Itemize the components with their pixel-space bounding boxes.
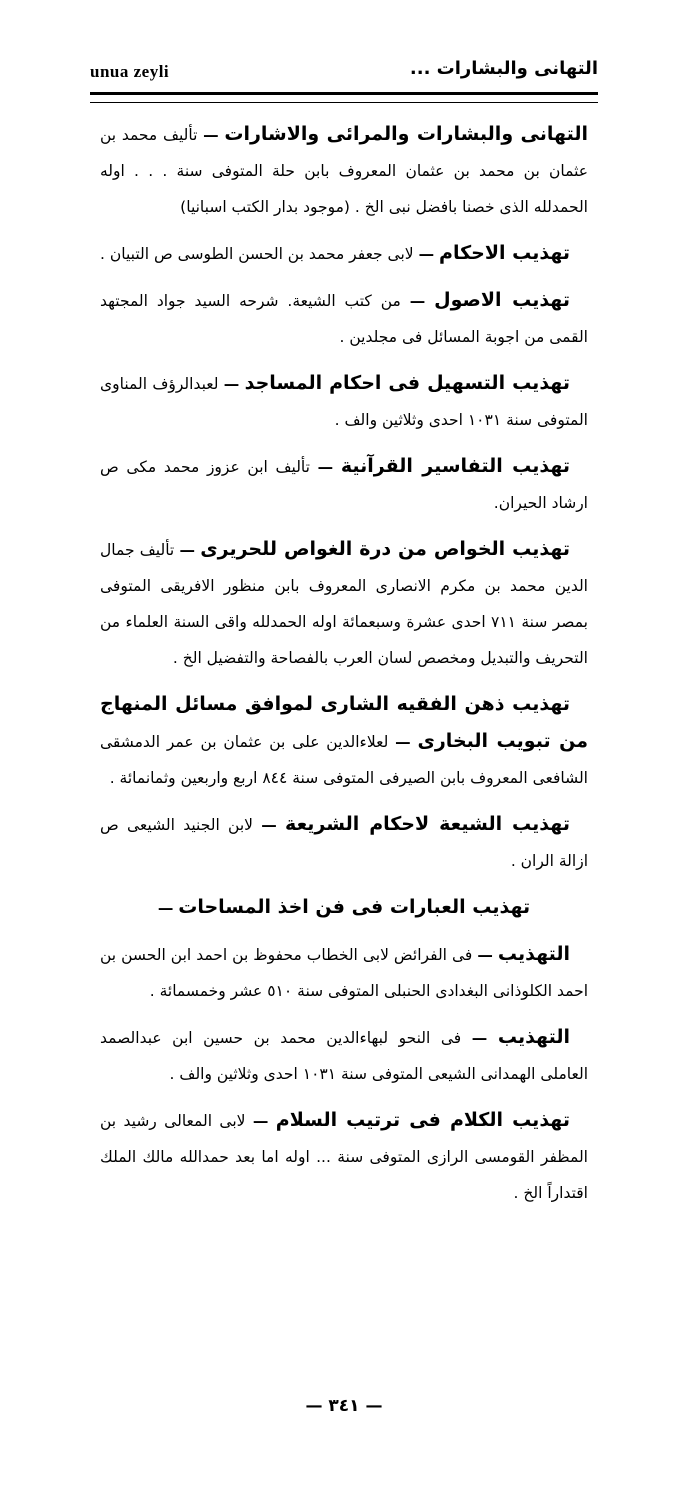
page-number: — ٣٤١ — [305, 1396, 383, 1416]
entry-dash: — [261, 816, 277, 834]
entry-title: تهذيب الخواص من درة الغواص للحريرى [200, 538, 570, 560]
header-rule [90, 92, 598, 103]
entry-title: تهذيب التسهيل فى احكام المساجد [244, 372, 570, 394]
entry-text: من كتب الشيعة. شرحه السيد جواد المجتهد القمى من اجوبة المسائل فى مجلدين . [100, 292, 588, 346]
entry-dash: — [157, 899, 174, 917]
header-right-text: التهانى والبشارات ... [409, 58, 598, 79]
entry-text: فى النحو لبهاءالدين محمد بن حسين ابن عبدالصمد العاملى الهمدانى الشيعى المتوفى سنة ١٠٣١ احدى وثلاثين والف . [100, 1029, 588, 1083]
entry [100, 365, 588, 438]
entry-dash: — [409, 292, 426, 310]
entry-title: تهذيب الاصول [434, 289, 570, 311]
entry [100, 686, 588, 796]
entry-title: تهذيب العبارات فى فن اخذ المساحات [178, 896, 531, 918]
entry-dash: — [203, 126, 219, 144]
entry [100, 1102, 588, 1211]
entry-dash: — [252, 1112, 269, 1130]
entry-dash: — [477, 946, 493, 964]
entry-title: تهذيب ذهن الفقيه الشارى لموافق مسائل المنهاج من تبويب البخارى [100, 693, 588, 752]
entry-title: تهذيب الكلام فى ترتيب السلام [275, 1109, 570, 1131]
entry-dash: — [223, 375, 240, 393]
entry-title: التهذيب [497, 943, 571, 965]
entry-dash: — [471, 1029, 488, 1047]
entry-dash: — [418, 245, 435, 263]
entry-text: تأليف ابن عزوز محمد مكى ص ارشاد الحيران. [100, 458, 588, 512]
entry [100, 806, 588, 879]
entry-title: التهذيب [497, 1026, 570, 1048]
entry-title: تهذيب التفاسير القرآنية [340, 455, 571, 477]
entry [100, 531, 588, 676]
entry-dash: — [179, 541, 195, 559]
entry-text: تأليف محمد بن عثمان بن محمد بن عثمان المعروف بابن حلة المتوفى سنة . . . اوله الحمدلله الذى خصنا بافضل نبى الخ . (موجود بدار الكتب اسبانيا) [100, 126, 588, 216]
header-left-text: unua zeyli [90, 62, 170, 81]
entry [100, 448, 588, 521]
entry-text: لعلاءالدين على بن عثمان بن عمر الدمشقى الشافعى المعروف بابن الصيرفى المتوفى سنة ٨٤٤ اربع واربعين وثمانمائة . [100, 733, 588, 787]
entry [100, 282, 588, 355]
entry-text: فى الفرائض لابى الخطاب محفوظ بن احمد ابن الحسن بن احمد الكلوذانى البغدادى الحنبلى المتوفى سنة ٥١٠ عشر وخمسمائة . [100, 946, 588, 1000]
entry [100, 235, 588, 272]
entry-text: لابى جعفر محمد بن الحسن الطوسى ص التبيان . [100, 245, 414, 263]
entry-text: لابى المعالى رشيد بن المظفر القومسى الرازى المتوفى سنة ... اوله اما بعد حمدالله مالك الملك اقتداراً الخ . [100, 1112, 588, 1202]
entry-text: لابن الجنيد الشيعى ص ازالة الران . [100, 816, 588, 870]
entry-text: تأليف جمال الدين محمد بن مكرم الانصارى المعروف بابن منظور الافريقى المتوفى بمصر سنة ٧١١ احدى عشرة وسبعمائة اوله الحمدلله واقى السنة العلماء من التحريف والتبديل ومخصص لسان العرب بالفصاحة والتفضيل الخ . [100, 541, 588, 667]
entry-dash: — [317, 458, 334, 476]
entry-dash: — [395, 733, 411, 751]
entry [100, 1019, 588, 1092]
entry [100, 936, 588, 1009]
entry-title: التهانى والبشارات والمرائى والاشارات [224, 123, 588, 145]
entries-list [100, 116, 588, 1221]
page-header [90, 58, 598, 88]
entry-text: لعبدالرؤف المناوى المتوفى سنة ١٠٣١ احدى وثلاثين والف . [100, 375, 588, 429]
entry-title: تهذيب الاحكام [439, 242, 570, 264]
entry [100, 116, 588, 225]
entry [100, 889, 588, 926]
entry-title: تهذيب الشيعة لاحكام الشريعة [285, 813, 570, 835]
